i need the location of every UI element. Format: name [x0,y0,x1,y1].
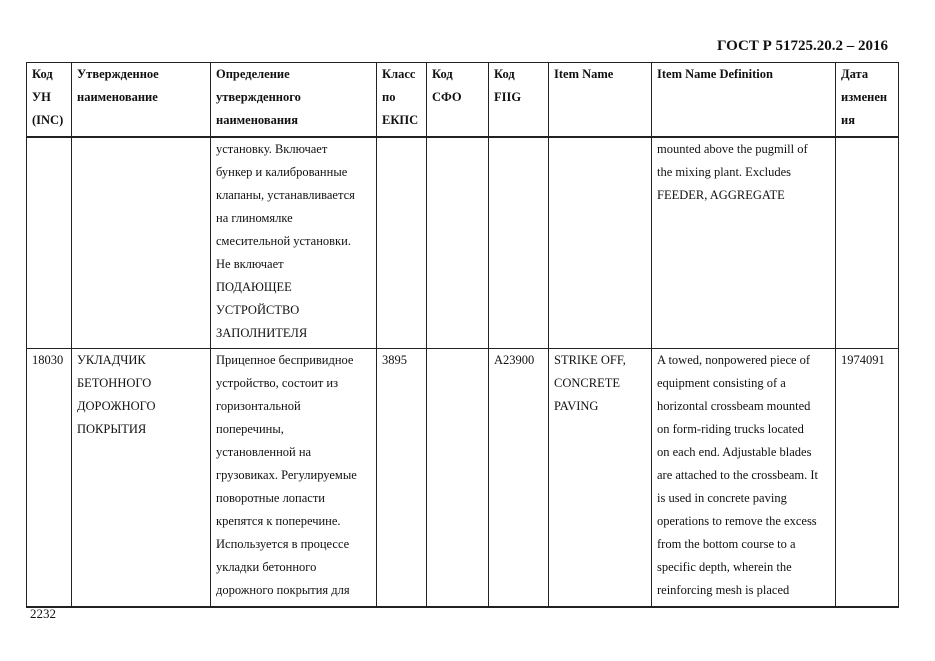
cell-class [377,137,427,349]
cell-date [836,137,899,349]
cell-item-name [549,137,652,349]
header-change-date: Дата изменен ия [836,63,899,137]
table-row [27,137,899,349]
header-inc: Код УН (INC) [27,63,72,137]
header-approved-name: Утвержденное наименование [72,63,211,137]
header-sfo: Код СФО [427,63,489,137]
cell-definition-ru: Прицепное беспривидное устройство, состоит из горизонтальной поперечины, установленной на грузовиках. Регулируемые поворотные лопасти крепятся к поперечине. Используется в процессе укладки бетонного дорожного покрытия для [211,349,377,607]
header-item-name-definition: Item Name Definition [652,63,836,137]
cell-inc [27,137,72,349]
header-item-name: Item Name [549,63,652,137]
table-header-row [27,63,899,137]
header-fiig: Код FIIG [489,63,549,137]
cell-item-name: STRIKE OFF, CONCRETE PAVING [549,349,652,607]
document-standard-header: ГОСТ Р 51725.20.2 – 2016 [716,38,888,54]
cell-class: 3895 [377,349,427,607]
cell-name-ru [72,137,211,349]
cell-fiig [489,137,549,349]
cell-definition-en: mounted above the pugmill of the mixing plant. Excludes FEEDER, AGGREGATE [652,137,836,349]
cell-inc: 18030 [27,349,72,607]
cell-fiig: A23900 [489,349,549,607]
cell-definition-en: A towed, nonpowered piece of equipment consisting of a horizontal crossbeam mounted on form-riding trucks located on each end. Adjustable blades are attached to the crossbeam. It is used in concrete paving operations to remove the excess from the bottom course to a specific depth, wherein the reinforcing mesh is placed [652,349,836,607]
cell-sfo [427,349,489,607]
items-table [26,62,899,608]
page-number: 2232 [30,606,56,621]
cell-sfo [427,137,489,349]
cell-date: 1974091 [836,349,899,607]
table-row [27,349,899,607]
cell-definition-ru: установку. Включает бункер и калиброванные клапаны, устанавливается на глиномялке смесительной установки. Не включает ПОДАЮЩЕЕ УСТРОЙСТВО ЗАПОЛНИТЕЛЯ [211,137,377,349]
header-class: Класс по ЕКПС [377,63,427,137]
cell-name-ru: УКЛАДЧИК БЕТОННОГО ДОРОЖНОГО ПОКРЫТИЯ [72,349,211,607]
header-name-definition: Определение утвержденного наименования [211,63,377,137]
